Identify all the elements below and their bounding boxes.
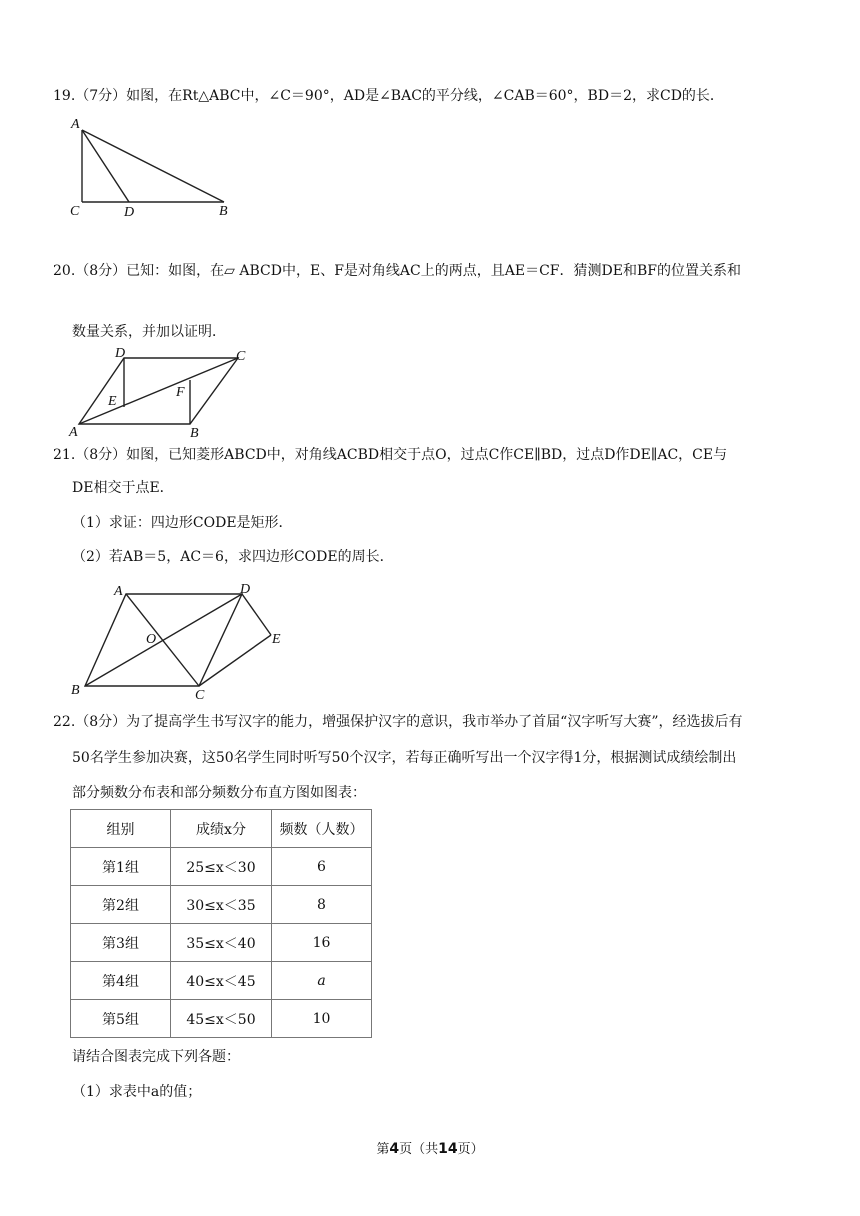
cell-group: 第4组 (71, 962, 171, 1000)
footer-total-pages: 14 (438, 1141, 458, 1157)
label-e: E (272, 632, 281, 647)
footer-prefix: 第 (376, 1142, 390, 1157)
label-b: B (71, 683, 80, 698)
label-d: D (115, 346, 126, 361)
table-row (71, 1000, 372, 1038)
page-footer (0, 1138, 860, 1157)
label-b: B (219, 204, 228, 219)
q19-text: 19.（7分）如图，在Rt△ABC中，∠C＝90°，AD是∠BAC的平分线，∠CAB＝60°，BD＝2，求CD的长． (53, 88, 724, 104)
q22-text-line1: 22.（8分）为了提高学生书写汉字的能力，增强保护汉字的意识，我市举办了首届“汉字听写大赛”，经选拔后有 (53, 714, 743, 730)
label-c: C (70, 204, 80, 219)
cell-score: 25≤x＜30 (171, 848, 272, 886)
q22-text-line2: 50名学生参加决赛，这50名学生同时听写50个汉字，若每正确听写出一个汉字得1分，根据测试成绩绘制出 (72, 750, 737, 766)
frequency-table (70, 809, 372, 1038)
footer-middle: 页（共 (399, 1142, 439, 1157)
cell-frequency: 16 (272, 924, 372, 962)
label-b: B (190, 426, 199, 440)
label-a: A (71, 117, 80, 132)
footer-suffix: 页） (457, 1142, 484, 1157)
label-d: D (124, 205, 135, 220)
cell-group: 第3组 (71, 924, 171, 962)
footer-page-number: 4 (389, 1141, 400, 1157)
label-c: C (236, 349, 246, 364)
label-c: C (195, 688, 205, 703)
label-a: A (69, 425, 78, 440)
side-ab (82, 130, 224, 202)
label-a: A (114, 584, 123, 599)
label-f: F (176, 385, 185, 400)
cell-score: 30≤x＜35 (171, 886, 272, 924)
q22-text-line3: 部分频数分布表和部分频数分布直方图如图表： (72, 785, 366, 801)
cell-frequency: a (272, 962, 372, 1000)
table-header-row (71, 810, 372, 848)
q22-after-table: 请结合图表完成下列各题： (72, 1049, 240, 1065)
table-row (71, 924, 372, 962)
q20-text-line2: 数量关系，并加以证明． (72, 324, 226, 340)
q21-text-line1: 21.（8分）如图，已知菱形ABCD中，对角线ACBD相交于点O，过点C作CE∥BD，过点D作DE∥AC，CE与 (53, 447, 728, 463)
table-row (71, 962, 372, 1000)
cell-score: 45≤x＜50 (171, 1000, 272, 1038)
cell-group: 第1组 (71, 848, 171, 886)
header-frequency: 频数（人数） (272, 810, 372, 848)
segment-ad (82, 130, 129, 202)
header-group: 组别 (71, 810, 171, 848)
q21-sub2: （2）若AB＝5，AC＝6，求四边形CODE的周长． (72, 549, 394, 565)
q20-text-line1: 20.（8分）已知：如图，在▱ ABCD中，E、F是对角线AC上的两点，且AE＝CF．猜测DE和BF的位置关系和 (53, 263, 741, 279)
q22-sub1: （1）求表中a的值； (72, 1084, 202, 1100)
cell-group: 第5组 (71, 1000, 171, 1038)
cell-score: 40≤x＜45 (171, 962, 272, 1000)
q21-text-line2: DE相交于点E． (72, 480, 174, 496)
q21-rhombus-figure (66, 578, 296, 703)
cell-score: 35≤x＜40 (171, 924, 272, 962)
label-d: D (240, 582, 251, 597)
segment-de (242, 594, 271, 635)
header-score: 成绩x分 (171, 810, 272, 848)
cell-frequency: 10 (272, 1000, 372, 1038)
q21-sub1: （1）求证：四边形CODE是矩形． (72, 515, 293, 531)
table-row (71, 848, 372, 886)
q20-parallelogram-figure (66, 344, 266, 440)
q19-triangle-figure (66, 114, 246, 222)
cell-frequency: 8 (272, 886, 372, 924)
label-o: O (146, 632, 157, 647)
segment-ce (199, 635, 271, 686)
cell-group: 第2组 (71, 886, 171, 924)
table-row (71, 886, 372, 924)
cell-frequency: 6 (272, 848, 372, 886)
label-e: E (108, 394, 117, 409)
